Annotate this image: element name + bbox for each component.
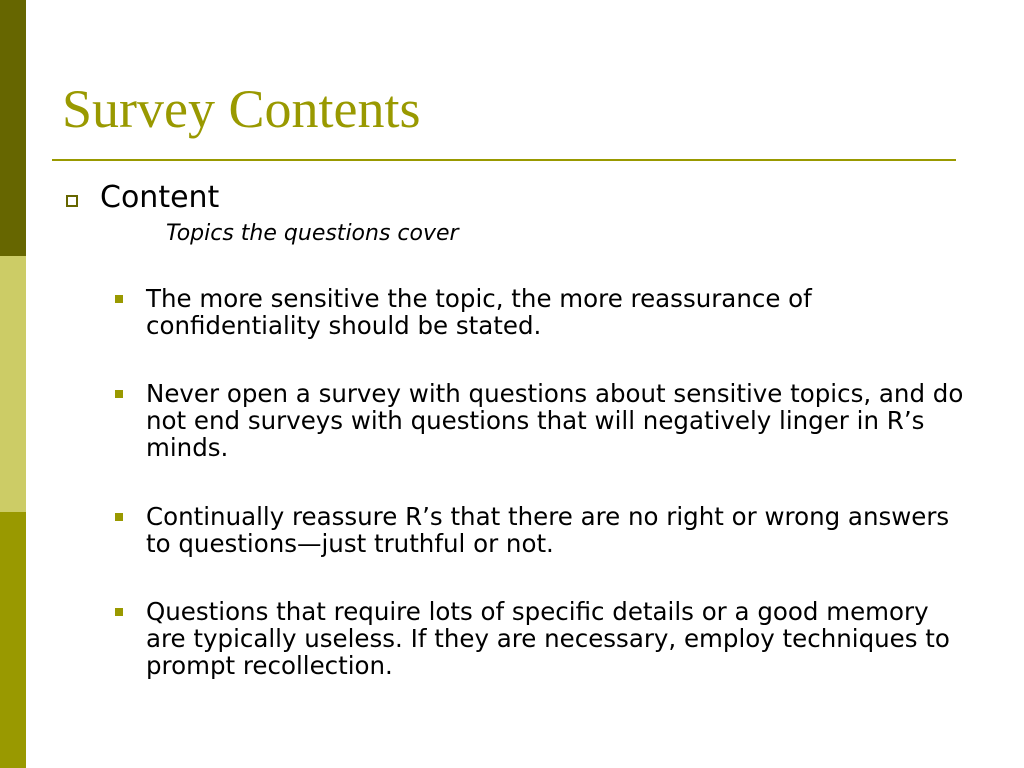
list-item: [146, 598, 966, 679]
bullet-text: The more sensitive the topic, the more reassurance of confidentiality should be stated.: [146, 284, 812, 340]
square-bullet-icon: [115, 295, 123, 303]
square-bullet-icon: [115, 608, 123, 616]
bullet-text: Never open a survey with questions about sensitive topics, and do not end surveys with questions that will negatively linger in R’s minds.: [146, 379, 964, 462]
list-item: [146, 503, 966, 557]
bullet-text: Questions that require lots of specific details or a good memory are typically useless. If they are necessary, employ techniques to prompt recollection.: [146, 597, 950, 680]
hollow-square-bullet-icon: [66, 195, 78, 207]
list-item: [146, 285, 966, 339]
square-bullet-icon: [115, 513, 123, 521]
side-bar-bottom-segment: [0, 512, 26, 768]
level1-subtitle: Topics the questions cover: [166, 221, 459, 246]
side-bar-middle-segment: [0, 256, 26, 512]
title-divider: [52, 159, 956, 161]
slide-title: Survey Contents: [62, 79, 421, 139]
side-bar-top-segment: [0, 0, 26, 256]
square-bullet-icon: [115, 390, 123, 398]
level1-bullet-text: Content: [100, 180, 220, 215]
bullet-text: Continually reassure R’s that there are no right or wrong answers to questions—just truthful or not.: [146, 502, 950, 558]
list-item: [146, 380, 966, 461]
